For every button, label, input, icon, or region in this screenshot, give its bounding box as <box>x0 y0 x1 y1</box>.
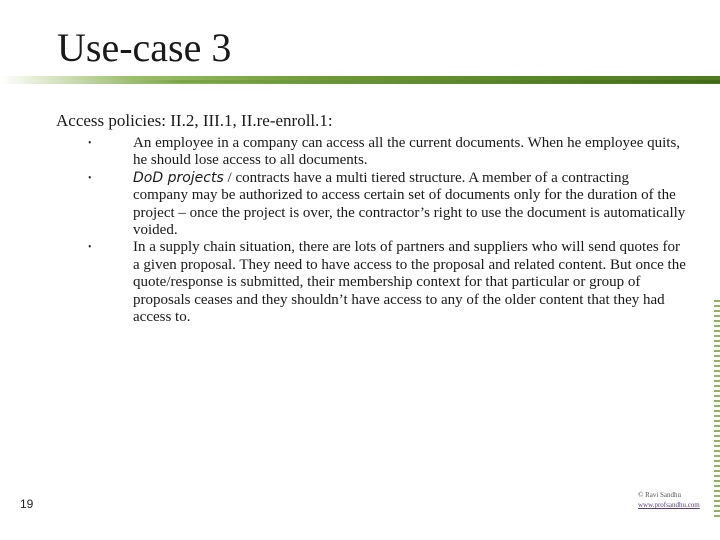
bullet-item-employee <box>86 135 686 170</box>
edge-decoration <box>714 300 720 520</box>
bullet-text: / contracts have a multi tiered structure. A member of a contracting company may be authorized to access certain set of documents only for the duration of the project – once the project is over, the contractor’s right to use the document is automatically voided. <box>133 169 686 239</box>
footer-website-link[interactable]: www.profsandhu.com <box>638 501 700 509</box>
copyright-text: © Ravi Sandhu <box>638 491 682 499</box>
slide-number: 19 <box>20 497 34 511</box>
access-policies-heading: Access policies: II.2, III.1, II.re-enroll.1: <box>56 111 333 130</box>
bullet-item-dod-projects <box>86 170 686 240</box>
bullet-marker: • <box>88 242 92 254</box>
title-divider-shadow <box>0 80 720 83</box>
bullet-text: In a supply chain situation, there are lots of partners and suppliers who will send quotes for a given proposal. They need to have access to the proposal and related content. But once the quote/response is submitted, their membership context for that particular or group of proposals ceases and they shouldn’t have access to any of the older content that they had access to. <box>133 239 686 326</box>
bullet-item-supply-chain <box>86 239 686 326</box>
bullet-text: An employee in a company can access all the current documents. When he employee quits, he should lose access to all documents. <box>133 135 681 169</box>
slide-title: Use-case 3 <box>57 25 232 70</box>
bullet-marker: • <box>88 138 92 149</box>
bullet-list <box>86 135 686 326</box>
bullet-marker: • <box>88 172 92 184</box>
bullet-italic-prefix: DoD projects <box>133 169 224 186</box>
footer-credit <box>638 490 718 510</box>
